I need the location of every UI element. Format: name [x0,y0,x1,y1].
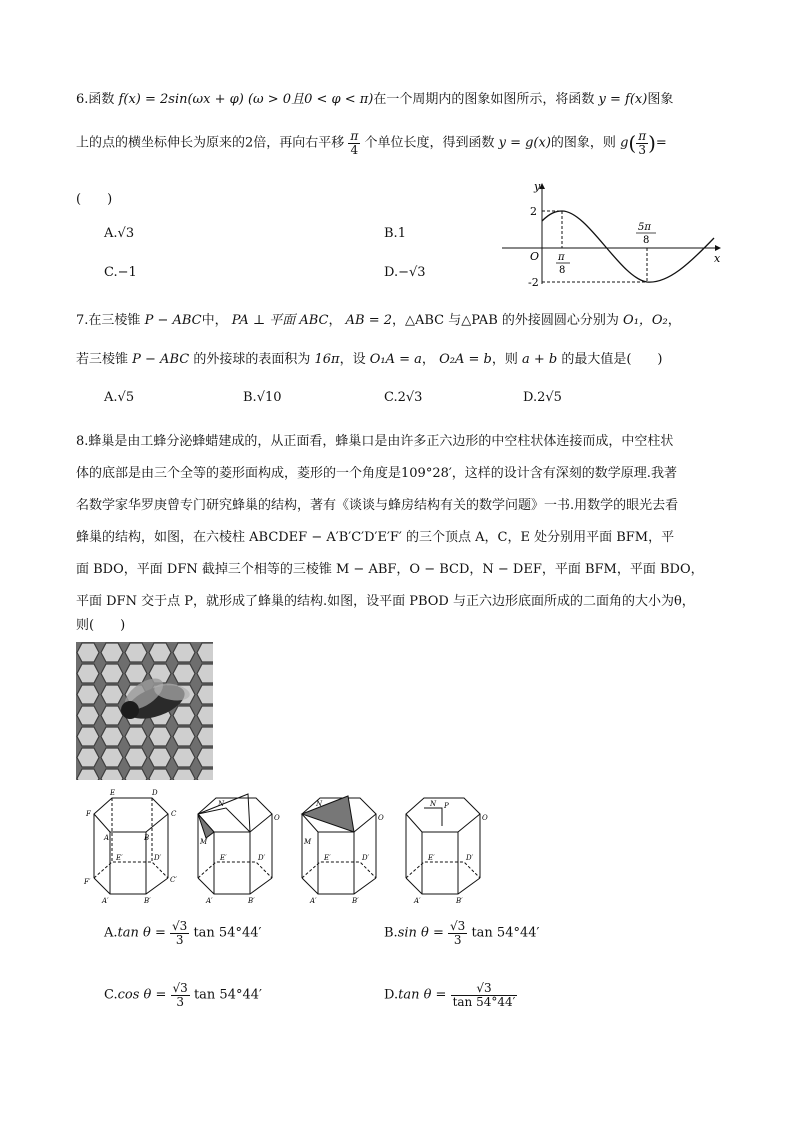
q6-yfx: y = f(x) [598,92,648,107]
q6-g: g [620,135,629,151]
svg-text:N: N [430,800,437,808]
q6-text: 上的点的横坐标伸长为原来的2倍，再向右平移 [76,135,345,151]
svg-text:E′: E′ [324,854,331,862]
q6-fraction-pi-4: $\frac{\pi}{4}$ [350,129,359,157]
svg-text:B′: B′ [248,897,255,905]
q7-line1: 7.在三棱锥 P − ABC中， PA ⊥ 平面 ABC， AB = 2，△ABC 与△PAB 的外接圆圆心分别为 O₁，O₂， [76,313,681,328]
q8-option-b: B.sin θ = $\frac{√3}{3}$ tan 54°44′ [384,919,540,947]
svg-text:C: C [171,810,177,818]
svg-text:B′: B′ [144,897,151,905]
q8-line1: 8.蜂巢是由工蜂分泌蜂蜡建成的，从正面看，蜂巢口是由许多正六边形的中空柱状体连接而成，中空柱状 [76,434,674,449]
prism-figure-1 [83,789,177,905]
honeycomb-bee-photo [76,642,213,780]
q6-fraction-pi-3: $\frac{\pi}{3}$ [638,129,647,157]
svg-text:N: N [218,800,225,808]
q6-option-d: D.−√3 [384,265,426,280]
y-label: y [534,180,541,193]
svg-text:D′: D′ [466,854,474,862]
svg-text:E′: E′ [220,854,227,862]
svg-text:A′: A′ [310,897,317,905]
q6-line2: 上的点的横坐标伸长为原来的2倍，再向右平移 $\frac{\pi}{4}$ 个单位长度，得到函数 y = g(x)的图象，则 g( $\frac{\pi}{3}$ )= [76,129,667,157]
svg-text:A: A [104,834,110,842]
q6-number: 6. [76,92,89,107]
svg-text:O: O [482,814,488,822]
svg-text:P: P [444,802,449,810]
q7-option-d: D.2√5 [523,390,562,405]
svg-text:F′: F′ [84,878,91,886]
q6-line1 [76,88,673,107]
svg-text:B′: B′ [456,897,463,905]
prism-figure-2 [198,794,280,905]
x-tick-8: 8 [559,265,566,276]
svg-text:B′: B′ [352,897,359,905]
prism-figure-4 [406,798,488,905]
q8-option-a: A.tan θ = $\frac{√3}{3}$ tan 54°44′ [104,919,262,947]
q6-text: 函数 [88,92,115,107]
svg-text:D′: D′ [154,854,162,862]
x-tick-8b: 8 [643,235,650,246]
svg-text:M: M [200,838,208,846]
svg-text:D′: D′ [258,854,266,862]
q6-equals: = [655,135,667,151]
q7-option-c: C.2√3 [384,390,423,405]
svg-text:N: N [316,800,323,808]
q6-text: 在一个周期内的图象如图所示，将函数 [373,92,595,107]
y-tick-2: 2 [530,205,537,218]
q6-condition: (ω > 0且0 < φ < π) [247,92,374,107]
svg-text:O: O [274,814,280,822]
svg-text:E′: E′ [428,854,435,862]
svg-text:A′: A′ [102,897,109,905]
x-tick-pi: π [558,252,565,263]
x-tick-5pi: 5π [638,222,651,233]
q8-line2: 体的底部是由三个全等的菱形面构成，菱形的一个角度是109°28′，这样的设计含有深刻的数学原理.我著 [76,466,677,481]
svg-text:E: E [110,789,116,797]
q6-text: 的图象，则 [550,135,616,151]
hexagonal-prism-figures [82,786,492,908]
q6-answer-paren: ( ) [76,192,113,207]
q6-text: 个单位长度，得到函数 [364,135,495,151]
q8-line4: 蜂巢的结构，如图，在六棱柱 ABCDEF − A′B′C′D′E′F′ 的三个顶点 A，C，E 处分别用平面 BFM，平 [76,530,675,545]
origin-label: O [530,250,540,263]
x-label: x [714,252,721,265]
q6-option-b: B.1 [384,226,406,241]
svg-text:C′: C′ [170,876,177,884]
q8-option-c: C.cos θ = $\frac{√3}{3}$ tan 54°44′ [104,981,262,1009]
q6-function: f(x) = 2sin(ωx + φ) [118,92,244,107]
q7-option-b: B.√10 [243,390,282,405]
svg-text:A′: A′ [206,897,213,905]
svg-text:O: O [378,814,384,822]
svg-text:F: F [86,810,91,818]
q6-ygx: y = g(x) [498,135,551,151]
svg-text:E′: E′ [116,854,123,862]
q7-option-a: A.√5 [104,390,135,405]
svg-text:A′: A′ [414,897,421,905]
q6-option-a: A.√3 [104,226,135,241]
q8-line3: 名数学家华罗庚曾专门研究蜂巢的结构，著有《谈谈与蜂房结构有关的数学问题》一书.用数学的眼光去看 [76,498,679,513]
q6-graph [500,178,726,288]
prism-figure-3 [302,796,384,905]
q6-option-c: C.−1 [104,265,137,280]
svg-text:D′: D′ [362,854,370,862]
q8-line6: 平面 DFN 交于点 P，就形成了蜂巢的结构.如图，设平面 PBOD 与正六边形底面所成的二面角的大小为θ， [76,594,695,609]
svg-text:M: M [304,838,312,846]
q8-option-d: D.tan θ = $\frac{√3}{\tan 54^\circ 44'}$ [384,981,516,1009]
q8-line7: 则( ) [76,618,126,633]
y-tick-neg2: -2 [528,276,539,288]
q8-line5: 面 BDO，平面 DFN 截掉三个相等的三棱锥 M − ABF，O − BCD，N − DEF，平面 BFM，平面 BDO， [76,562,704,577]
q6-text: 图象 [647,92,674,107]
q7-line2: 若三棱锥 P − ABC 的外接球的表面积为 16π，设 O₁A = a， O₂A = b，则 a + b 的最大值是( ) [76,352,663,367]
sine-curve [542,211,714,282]
svg-text:D: D [152,789,158,797]
svg-text:B: B [144,834,150,842]
